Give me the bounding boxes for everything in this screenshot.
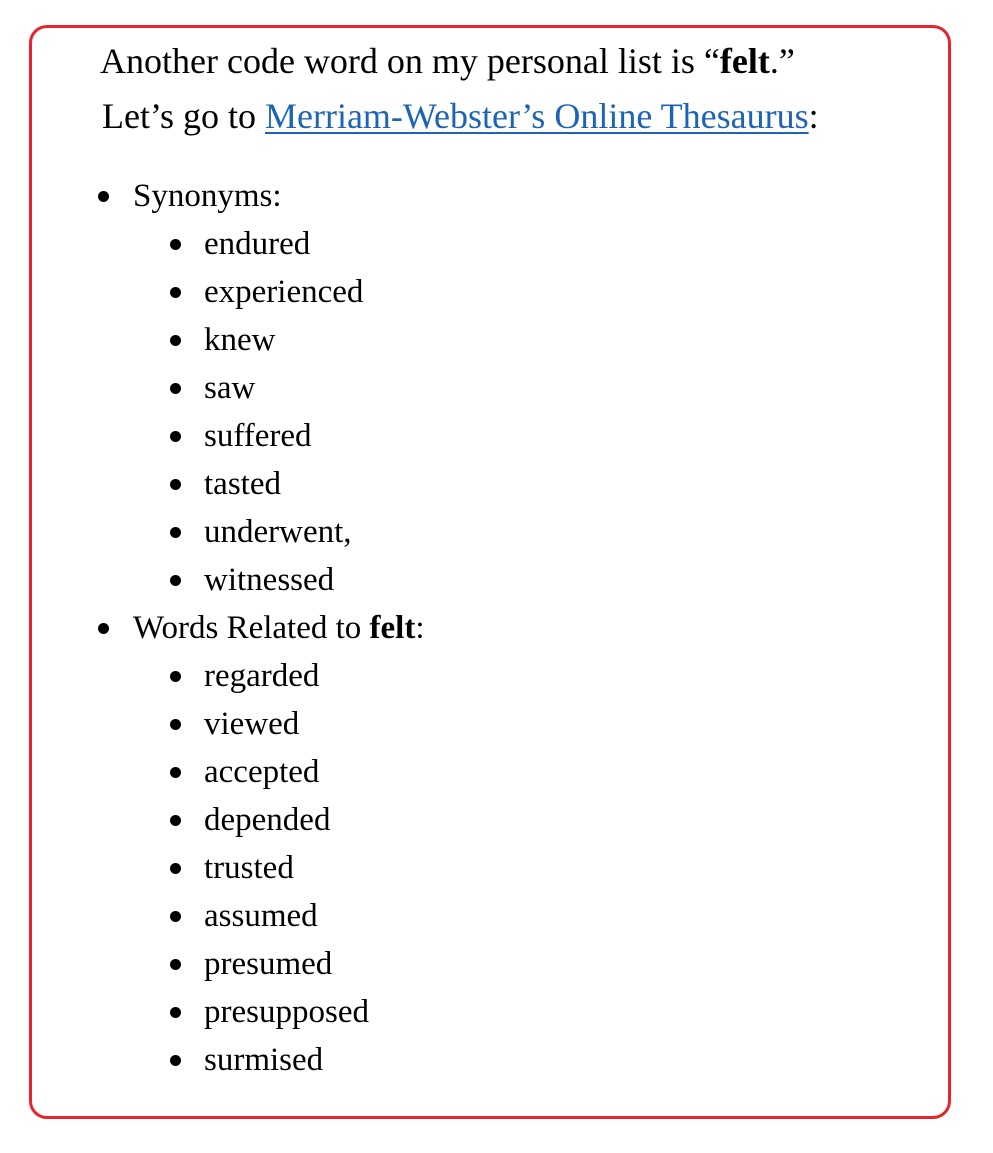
word-list xyxy=(0,172,425,1084)
bullet-icon xyxy=(170,959,181,970)
synonyms-list xyxy=(0,220,425,604)
list-item xyxy=(0,556,425,604)
related-heading-item xyxy=(0,604,425,652)
list-item-text: depended xyxy=(204,802,331,838)
list-item xyxy=(0,652,425,700)
list-item-text: presupposed xyxy=(204,994,369,1030)
thesaurus-link[interactable]: Merriam-Webster’s Online Thesaurus xyxy=(264,96,809,136)
list-item xyxy=(0,460,425,508)
list-item xyxy=(0,796,425,844)
bullet-icon xyxy=(170,431,181,442)
list-item xyxy=(0,508,425,556)
bullet-icon xyxy=(170,335,181,346)
list-item-text: underwent, xyxy=(204,514,352,550)
synonyms-section xyxy=(0,172,425,604)
related-list xyxy=(0,652,425,1084)
list-item xyxy=(0,748,425,796)
list-item-text: tasted xyxy=(204,466,281,502)
bullet-icon xyxy=(170,1055,181,1066)
related-heading-keyword: felt xyxy=(369,610,416,646)
list-item-text: witnessed xyxy=(204,562,335,598)
list-item-text: knew xyxy=(204,322,276,358)
list-item-text: suffered xyxy=(204,418,312,454)
synonyms-heading-item xyxy=(0,172,425,220)
link-sentence xyxy=(102,94,819,138)
list-item-text: surmised xyxy=(204,1042,324,1078)
link-prefix: Let’s go to xyxy=(102,96,265,136)
bullet-icon xyxy=(170,863,181,874)
bullet-icon xyxy=(98,191,109,202)
synonyms-heading: Synonyms: xyxy=(133,178,282,214)
bullet-icon xyxy=(170,911,181,922)
intro-suffix: .” xyxy=(769,41,795,81)
list-item xyxy=(0,844,425,892)
bullet-icon xyxy=(170,287,181,298)
bullet-icon xyxy=(170,815,181,826)
list-item-text: saw xyxy=(204,370,256,406)
bullet-icon xyxy=(170,527,181,538)
list-item xyxy=(0,220,425,268)
list-item-text: presumed xyxy=(204,946,333,982)
bullet-icon xyxy=(170,479,181,490)
list-item-text: trusted xyxy=(204,850,294,886)
related-section xyxy=(0,604,425,1084)
list-item xyxy=(0,364,425,412)
bullet-icon xyxy=(170,383,181,394)
bullet-icon xyxy=(170,239,181,250)
bullet-icon xyxy=(170,767,181,778)
list-item xyxy=(0,412,425,460)
list-item xyxy=(0,1036,425,1084)
bullet-icon xyxy=(170,671,181,682)
intro-sentence xyxy=(100,39,795,83)
list-item xyxy=(0,268,425,316)
list-item xyxy=(0,700,425,748)
list-item xyxy=(0,892,425,940)
list-item xyxy=(0,988,425,1036)
related-heading-prefix: Words Related to xyxy=(133,610,370,646)
list-item-text: experienced xyxy=(204,274,364,310)
list-item-text: endured xyxy=(204,226,311,262)
link-suffix: : xyxy=(808,96,819,136)
intro-prefix: Another code word on my personal list is “ xyxy=(100,41,720,81)
list-item xyxy=(0,940,425,988)
intro-keyword: felt xyxy=(719,41,770,81)
bullet-icon xyxy=(170,1007,181,1018)
list-item-text: accepted xyxy=(204,754,320,790)
bullet-icon xyxy=(170,575,181,586)
bullet-icon xyxy=(170,719,181,730)
list-item xyxy=(0,316,425,364)
related-heading-suffix: : xyxy=(415,610,425,646)
list-item-text: viewed xyxy=(204,706,300,742)
bullet-icon xyxy=(98,623,109,634)
list-item-text: regarded xyxy=(204,658,320,694)
list-item-text: assumed xyxy=(204,898,318,934)
